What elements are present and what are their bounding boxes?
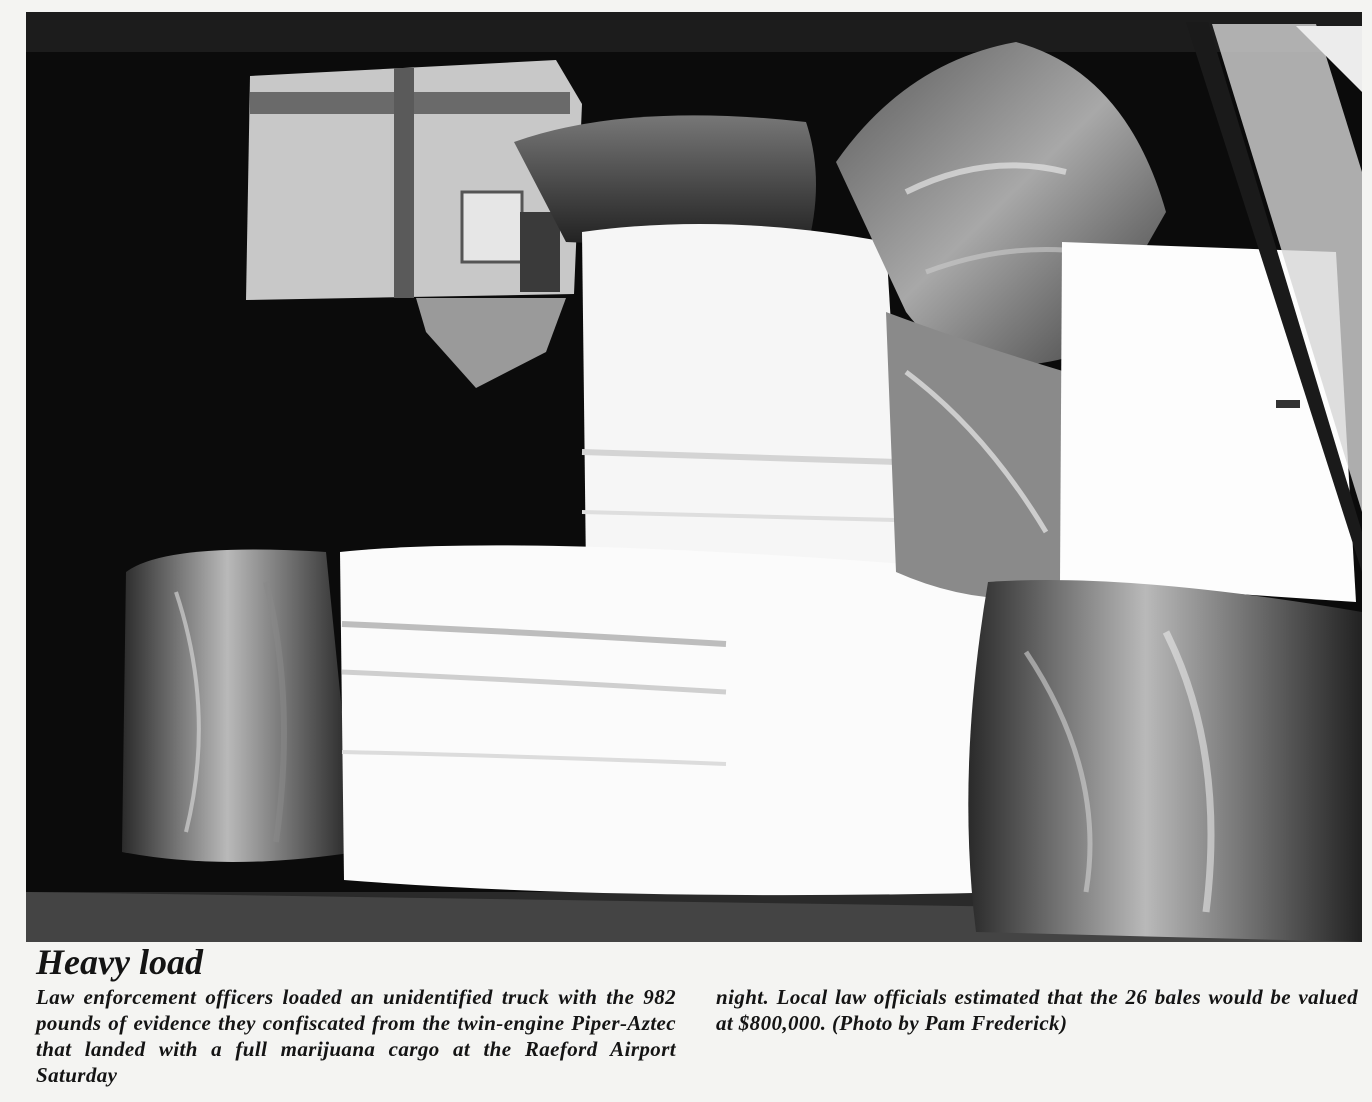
photo-illustration xyxy=(26,12,1362,942)
caption-column-2: night. Local law officials estimated that the 26 bales would be valued at $800,000. (Photo by Pam Frederick) xyxy=(716,985,1358,1035)
caption-column-1: Law enforcement officers loaded an unidentified truck with the 982 pounds of evidence they confiscated from the twin-engine Piper-Aztec that landed with a full marijuana cargo at the Raeford Airport Saturday xyxy=(36,985,676,1087)
photo-headline: Heavy load xyxy=(36,942,203,982)
news-photo xyxy=(26,12,1362,942)
